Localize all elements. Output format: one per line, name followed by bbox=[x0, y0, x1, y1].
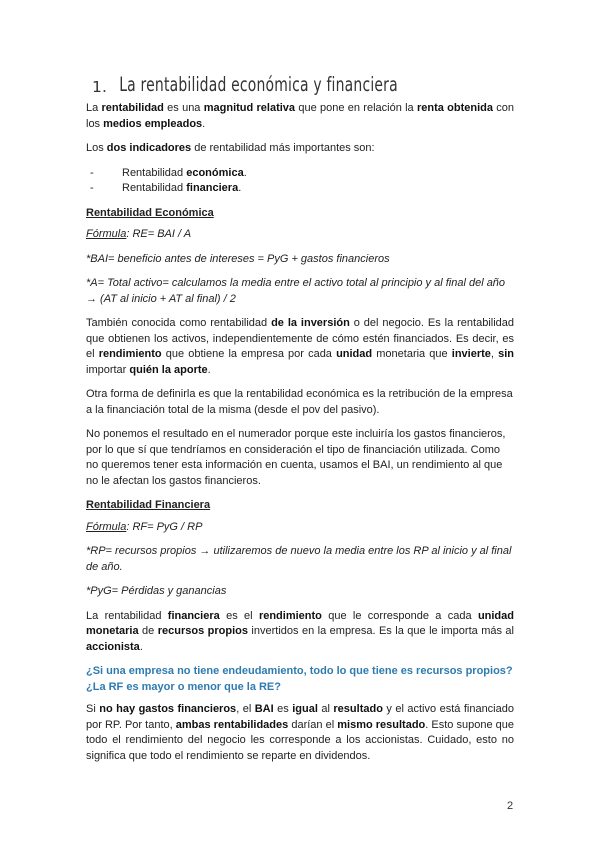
paragraph-answer: Si no hay gastos financieros, el BAI es igual al resultado y el activo está financiado por RP. Por tanto, ambas rentabilidades darían el mismo resultado. Esto supone que todo el rendimiento del negocio les corresponde a los accionistas. Cuidado, esto no significa que todo el rendimiento se reparte en dividendos. bbox=[86, 703, 515, 762]
formula-re: Fórmula: RE= BAI / A bbox=[86, 228, 192, 240]
note-bai: *BAI= beneficio antes de intereses = PyG + gastos financieros bbox=[86, 252, 390, 265]
section-number: 1. bbox=[92, 78, 108, 96]
heading-rentabilidad-economica: Rentabilidad Económica bbox=[86, 206, 214, 219]
paragraph-definition-re: También conocida como rentabilidad de la inversión o del negocio. Es la rentabilidad que obtienen los activos, independientemente de cómo estén financiados. Es decir, es el rendimiento que obtiene la empresa por cada unidad monetaria que invierte, sin importar quién la aporte. bbox=[86, 317, 515, 376]
paragraph-intro: La rentabilidad es una magnitud relativa que pone en relación la renta obtenida con los medios empleados. bbox=[86, 102, 515, 130]
paragraph-other-definition: Otra forma de definirla es que la rentabilidad económica es la retribución de la empresa a la financiación total de la misma (desde el pov del pasivo). bbox=[86, 388, 513, 416]
formula-rf: Fórmula: RF= PyG / RP bbox=[86, 520, 203, 533]
question-highlight: ¿Si una empresa no tiene endeudamiento, todo lo que tiene es recursos propios? ¿La RF es mayor o menor que la RE? bbox=[86, 665, 513, 693]
section-title bbox=[92, 72, 398, 96]
paragraph-definition-rf: La rentabilidad financiera es el rendimiento que le corresponde a cada unidad monetaria de recursos propios invertidos en la empresa. Es la que le importa más al accionista. bbox=[86, 609, 514, 653]
document-body bbox=[86, 101, 514, 773]
indicator-list bbox=[86, 166, 514, 197]
paragraph-numerator: No ponemos el resultado en el numerador porque este incluiría los gastos financieros, por lo que sí que tendríamos en consideración el tipo de financiación utilizada. Como no queremos tener esta información en cuenta, usamos el BAI, un rendimiento al que no le afectan los gastos financieros. bbox=[86, 428, 506, 487]
list-item: - Rentabilidad financiera. bbox=[90, 182, 242, 194]
note-rp: *RP= recursos propios → utilizaremos de nuevo la media entre los RP al inicio y al final de año. bbox=[86, 545, 512, 573]
section-title-text: La rentabilidad económica y financiera bbox=[119, 73, 398, 96]
paragraph-indicators: Los dos indicadores de rentabilidad más importantes son: bbox=[86, 142, 375, 154]
page-number: 2 bbox=[507, 800, 514, 812]
note-activo: *A= Total activo= calculamos la media entre el activo total al principio y al final del año → (AT al inicio + AT al final) / 2 bbox=[86, 277, 506, 305]
heading-rentabilidad-financiera: Rentabilidad Financiera bbox=[86, 499, 211, 511]
list-item: - Rentabilidad económica. bbox=[90, 166, 247, 179]
note-pyg: *PyG= Pérdidas y ganancias bbox=[86, 585, 227, 597]
